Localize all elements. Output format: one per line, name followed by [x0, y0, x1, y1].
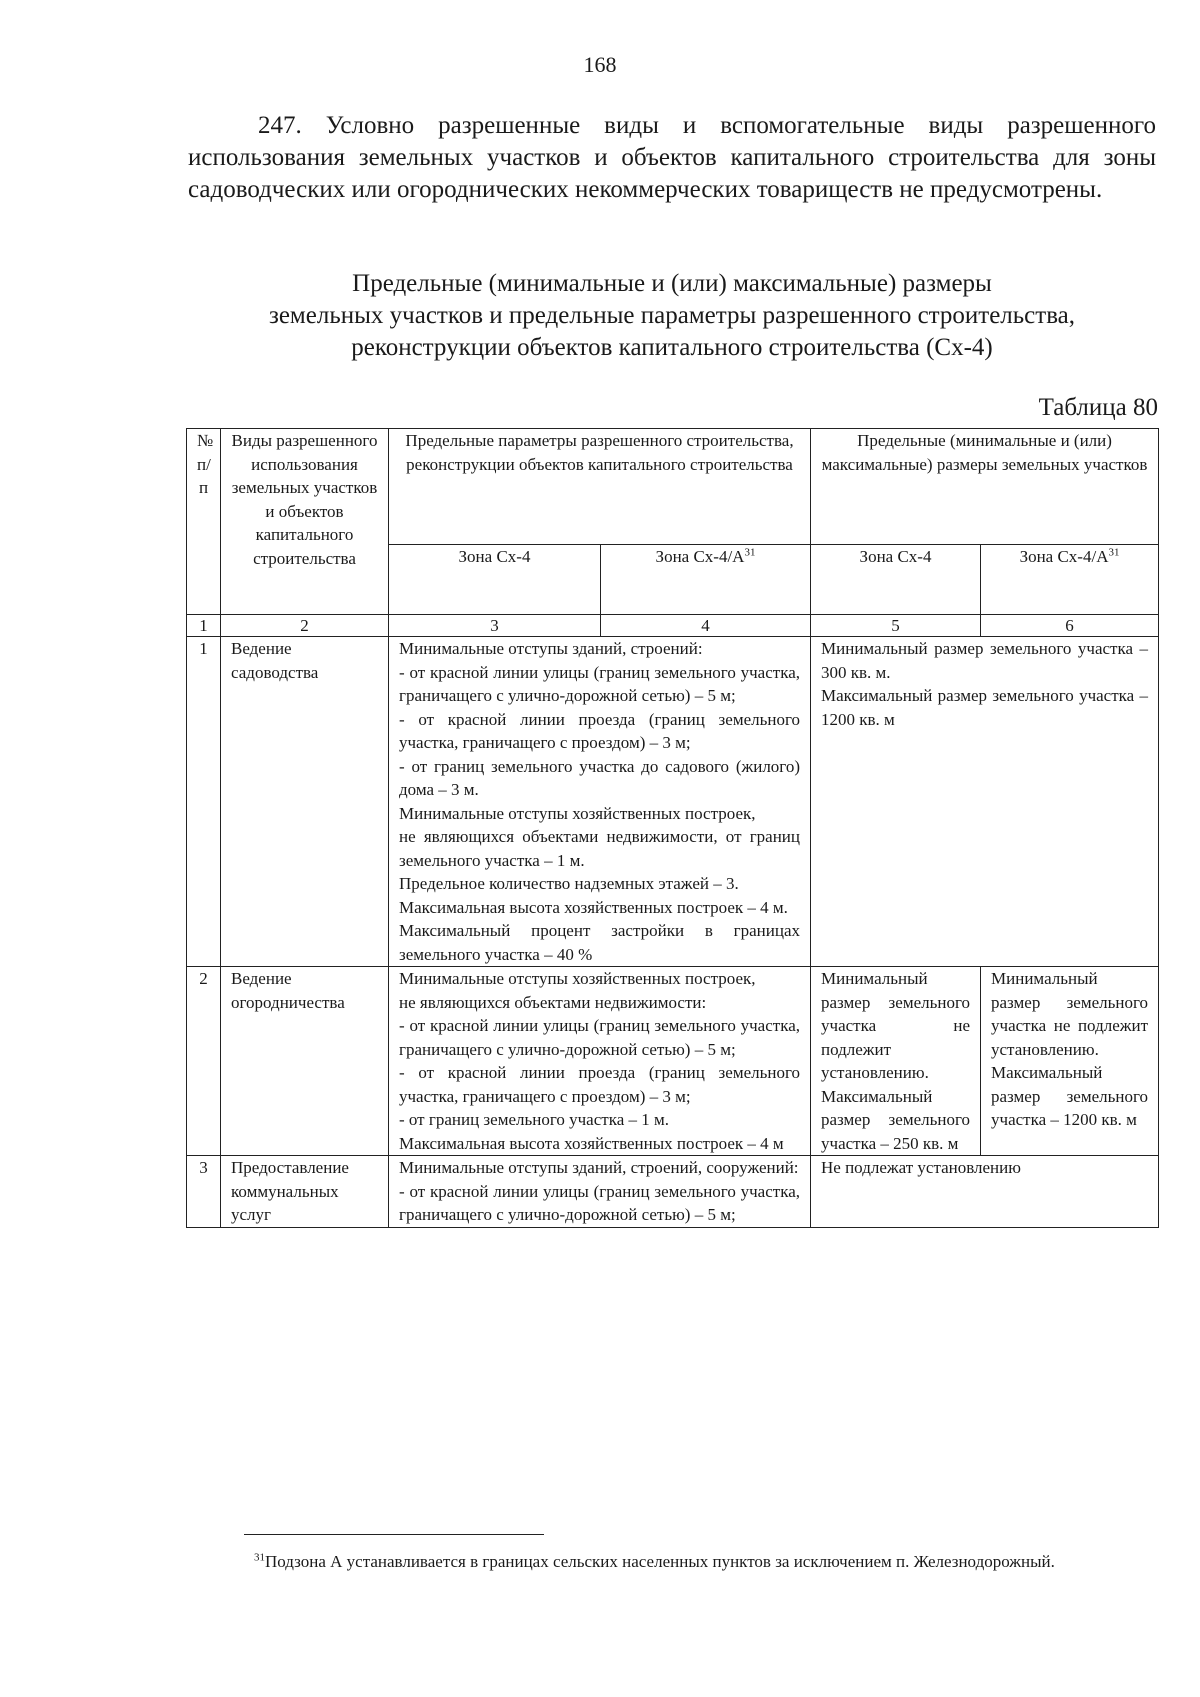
row-sizes: Не подлежат установлению [811, 1156, 1159, 1228]
header-zone-a-params: Зона $Сх-4/А^{31}$ [601, 545, 811, 615]
row-sizes-zone-a: Минимальный размер земельного участка не подлежит установлению. Максимальный размер земельного участка – 1200 кв. м [981, 967, 1159, 1156]
heading-line-3: реконструкции объектов капитального строительства (Сх-4) [351, 334, 993, 361]
col-number: 5 [811, 615, 981, 637]
col-number: 4 [601, 615, 811, 637]
footnote-mark: 31 [254, 1551, 265, 1564]
row-num: 2 [187, 967, 221, 1156]
heading-line-1: Предельные (минимальные и (или) максимальные) размеры [352, 270, 992, 297]
table-heading [188, 268, 1156, 364]
col-number: 2 [221, 615, 389, 637]
row-num: 1 [187, 637, 221, 967]
row-type: Предоставление коммунальных услуг [221, 1156, 389, 1228]
header-zone-params: Зона Сх-4 [389, 545, 601, 615]
parameters-table [186, 428, 1159, 1228]
footnote-text: Подзона А устанавливается в границах сельских населенных пунктов за исключением п. Железнодорожный. [265, 1552, 1055, 1571]
header-sizes: Предельные (минимальные и (или) максимальные) размеры земельных участков [811, 429, 1159, 545]
table-row [187, 637, 1159, 967]
col-number: 3 [389, 615, 601, 637]
row-params: Минимальные отступы зданий, строений: - от красной линии улицы (границ земельного участка, граничащего с улично-дорожной сетью) – 5 м; - от красной линии проезда (границ земельного участка, граничащего с проездом) – 3 м; - от границ земельного участка до садового (жилого) дома – 3 м. Минимальные отступы хозяйственных построек, не являющихся объектами недвижимости, от границ земельного участка – 1 м. Предельное количество надземных этажей – 3. Максимальная высота хозяйственных построек – 4 м. Максимальный процент застройки в границах земельного участка – 40 % [389, 637, 811, 967]
page-number: 168 [583, 52, 617, 77]
header-zone-sizes: Зона Сх-4 [811, 545, 981, 615]
row-params: Минимальные отступы хозяйственных построек, не являющихся объектами недвижимости: - от красной линии улицы (границ земельного участка, граничащего с улично-дорожной сетью) – 5 м; - от красной линии проезда (границ земельного участка, граничащего с проездом) – 3 м; - от границ земельного участка – 1 м. Максимальная высота хозяйственных построек – 4 м [389, 967, 811, 1156]
header-params: Предельные параметры разрешенного строительства, реконструкции объектов капитального строительства [389, 429, 811, 545]
table-row [187, 1156, 1159, 1228]
header-row [187, 429, 1159, 545]
col-number: 6 [981, 615, 1159, 637]
header-num: № п/п [187, 429, 221, 615]
row-sizes-zone: Минимальный размер земельного участка не подлежит установлению. Максимальный размер земельного участка – 250 кв. м [811, 967, 981, 1156]
row-type: Ведение огородничества [221, 967, 389, 1156]
heading-line-2: земельных участков и предельные параметры разрешенного строительства, [268, 302, 1076, 329]
row-type: Ведение садоводства [221, 637, 389, 967]
header-types: Виды разрешенного использования земельных участков и объектов капитального строительства [221, 429, 389, 615]
column-numbers-row [187, 615, 1159, 637]
header-zone-a-sizes: Зона $Сх-4/А^{31}$ [981, 545, 1159, 615]
intro-paragraph: 247. Условно разрешенные виды и вспомогательные виды разрешенного использования земельных участков и объектов капитального строительства для зоны садоводческих или огороднических некоммерческих товариществ не предусмотрены. [188, 112, 1156, 203]
table-row [187, 967, 1159, 1156]
footnote-divider [244, 1534, 544, 1535]
row-sizes: Минимальный размер земельного участка – 300 кв. м. Максимальный размер земельного участка – 1200 кв. м [811, 637, 1159, 967]
footnote [188, 1550, 1144, 1574]
row-params: Минимальные отступы зданий, строений, сооружений: - от красной линии улицы (границ земельного участка, граничащего с улично-дорожной сетью) – 5 м; [389, 1156, 811, 1228]
row-num: 3 [187, 1156, 221, 1228]
col-number: 1 [187, 615, 221, 637]
table-label: Таблица 80 [1038, 394, 1158, 421]
